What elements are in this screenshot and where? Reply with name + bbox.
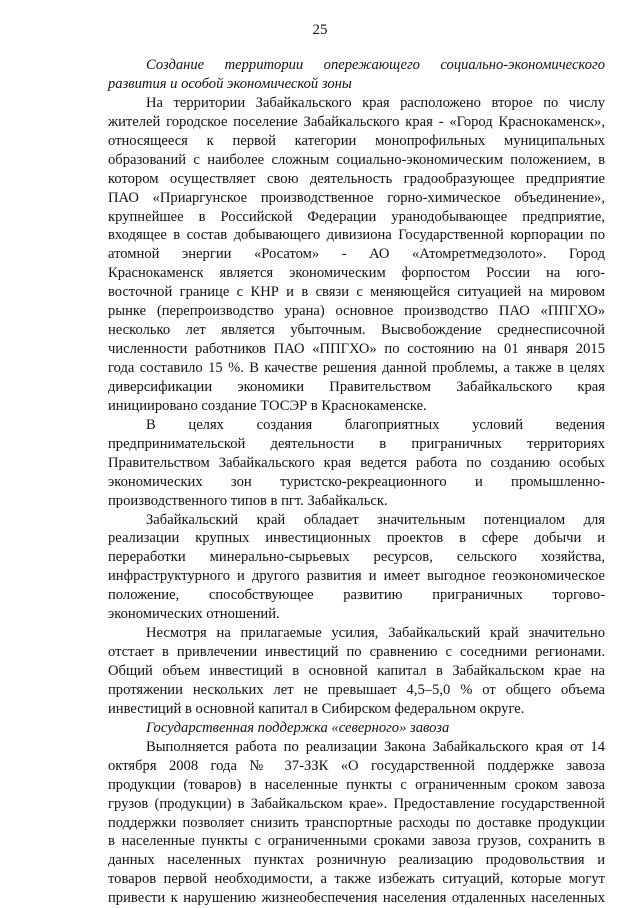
text-line: переработки минерально-сырьевых ресурсов, сельского хозяйства,	[108, 549, 605, 566]
text-line: несколько лет является убыточным. Высвобождение среднесписочной	[108, 322, 605, 339]
text-line: года составило 15 %. В качестве решения данной проблемы, а также в целях	[108, 360, 605, 376]
text-line: Выполняется работа по реализации Закона Забайкальского края от 14	[146, 738, 605, 755]
text-line: товаров первой необходимости, а также избежать ситуаций, которые могут	[108, 871, 605, 888]
text-line: Несмотря на прилагаемые усилия, Забайкальский край значительно	[146, 625, 605, 642]
text-line: данных населенных пунктах розничную реализацию продовольствия и	[108, 852, 605, 869]
text-line: В целях создания благоприятных условий ведения	[146, 416, 605, 433]
text-line: численности работников ПАО «ППГХО» по состоянию на 01 января 2015	[108, 341, 605, 358]
text-line: входящее в состав добывающего дивизиона Государственной корпорации по	[108, 227, 605, 244]
text-line: положение, способствующее развитию приграничных торгово-	[108, 587, 605, 604]
text-line: октября 2008 года № 37-ЗЗК «О государственной поддержке завоза	[108, 757, 605, 774]
text-line: На территории Забайкальского края расположено второе по числу	[146, 94, 605, 111]
text-line: атомной энергии «Росатом» - АО «Атомретмедзолото». Город	[108, 246, 605, 263]
text-line: инфраструктурного и другого развития и имеет выгодное геоэкономическое	[108, 568, 605, 585]
text-line: развития и особой экономической зоны	[108, 75, 352, 92]
text-line: Правительством Забайкальского края ведется работа по созданию особых	[108, 454, 605, 471]
text-line: образований с наиболее сложным социально-экономическим положением, в	[108, 151, 605, 168]
text-line: восточной границе с КНР и в связи с меняющейся ситуацией на мировом	[108, 284, 605, 301]
text-line: инициировано создание ТОСЭР в Краснокаменске.	[108, 397, 427, 414]
text-line: Создание территории опережающего социально-экономического	[146, 57, 605, 73]
text-line: диверсификации экономики Правительством Забайкальского края	[108, 378, 605, 395]
text-line: жителей городское поселение Забайкальского края - «Город Краснокаменск»,	[108, 113, 605, 130]
text-line: Забайкальский край обладает значительным потенциалом для	[146, 511, 605, 528]
text-line: экономических зон туристско-рекреационного и промышленно-	[108, 473, 605, 490]
text-line: крупнейшее в Российской Федерации уранодобывающее предприятие,	[108, 208, 605, 225]
page-number: 25	[312, 22, 328, 38]
text-line: привести к нарушению жизнеобеспечения населения отдаленных населенных	[108, 890, 605, 907]
text-line: поддержки позволяет снизить транспортные расходы по доставке продукции	[108, 814, 605, 831]
text-line: отстает в привлечении инвестиций по сравнению с соседними регионами.	[108, 644, 605, 661]
text-line: протяжении нескольких лет не превышает 4,5–5,0 % от общего объема	[108, 681, 605, 698]
text-line: относящееся к первой категории монопрофильных муниципальных	[108, 132, 605, 149]
text-line: инвестиций в основной капитал в Сибирском федеральном округе.	[108, 700, 525, 717]
text-line: грузов (продукции) в Забайкальском крае». Предоставление государственной	[108, 795, 605, 812]
text-line: продукции (товаров) в населенные пункты с ограниченным сроком завоза	[108, 776, 605, 793]
text-line: Краснокаменск является экономическим форпостом России на юго-	[108, 265, 605, 282]
text-line: Государственная поддержка «северного» завоза	[146, 719, 450, 736]
text-line: реализации крупных инвестиционных проектов в сфере добычи и	[108, 530, 605, 547]
text-line: ПАО «Приаргунское производственное горно-химическое объединение»,	[108, 189, 605, 206]
text-line: экономических отношений.	[108, 606, 280, 623]
text-line: Общий объем инвестиций в основной капитал в Забайкальском крае на	[108, 663, 605, 679]
text-line: предпринимательской деятельности в приграничных территориях	[108, 435, 605, 452]
text-line: в населенные пункты с ограниченными сроками завоза грузов, сохранить в	[108, 833, 605, 850]
document-body	[108, 56, 605, 908]
text-line: котором осуществляет свою деятельность градообразующее предприятие	[108, 170, 605, 187]
text-line: производственного типов в пгт. Забайкальск.	[108, 492, 388, 509]
text-line: рынке (перепроизводство урана) основное производство ПАО «ППГХО»	[108, 303, 605, 320]
